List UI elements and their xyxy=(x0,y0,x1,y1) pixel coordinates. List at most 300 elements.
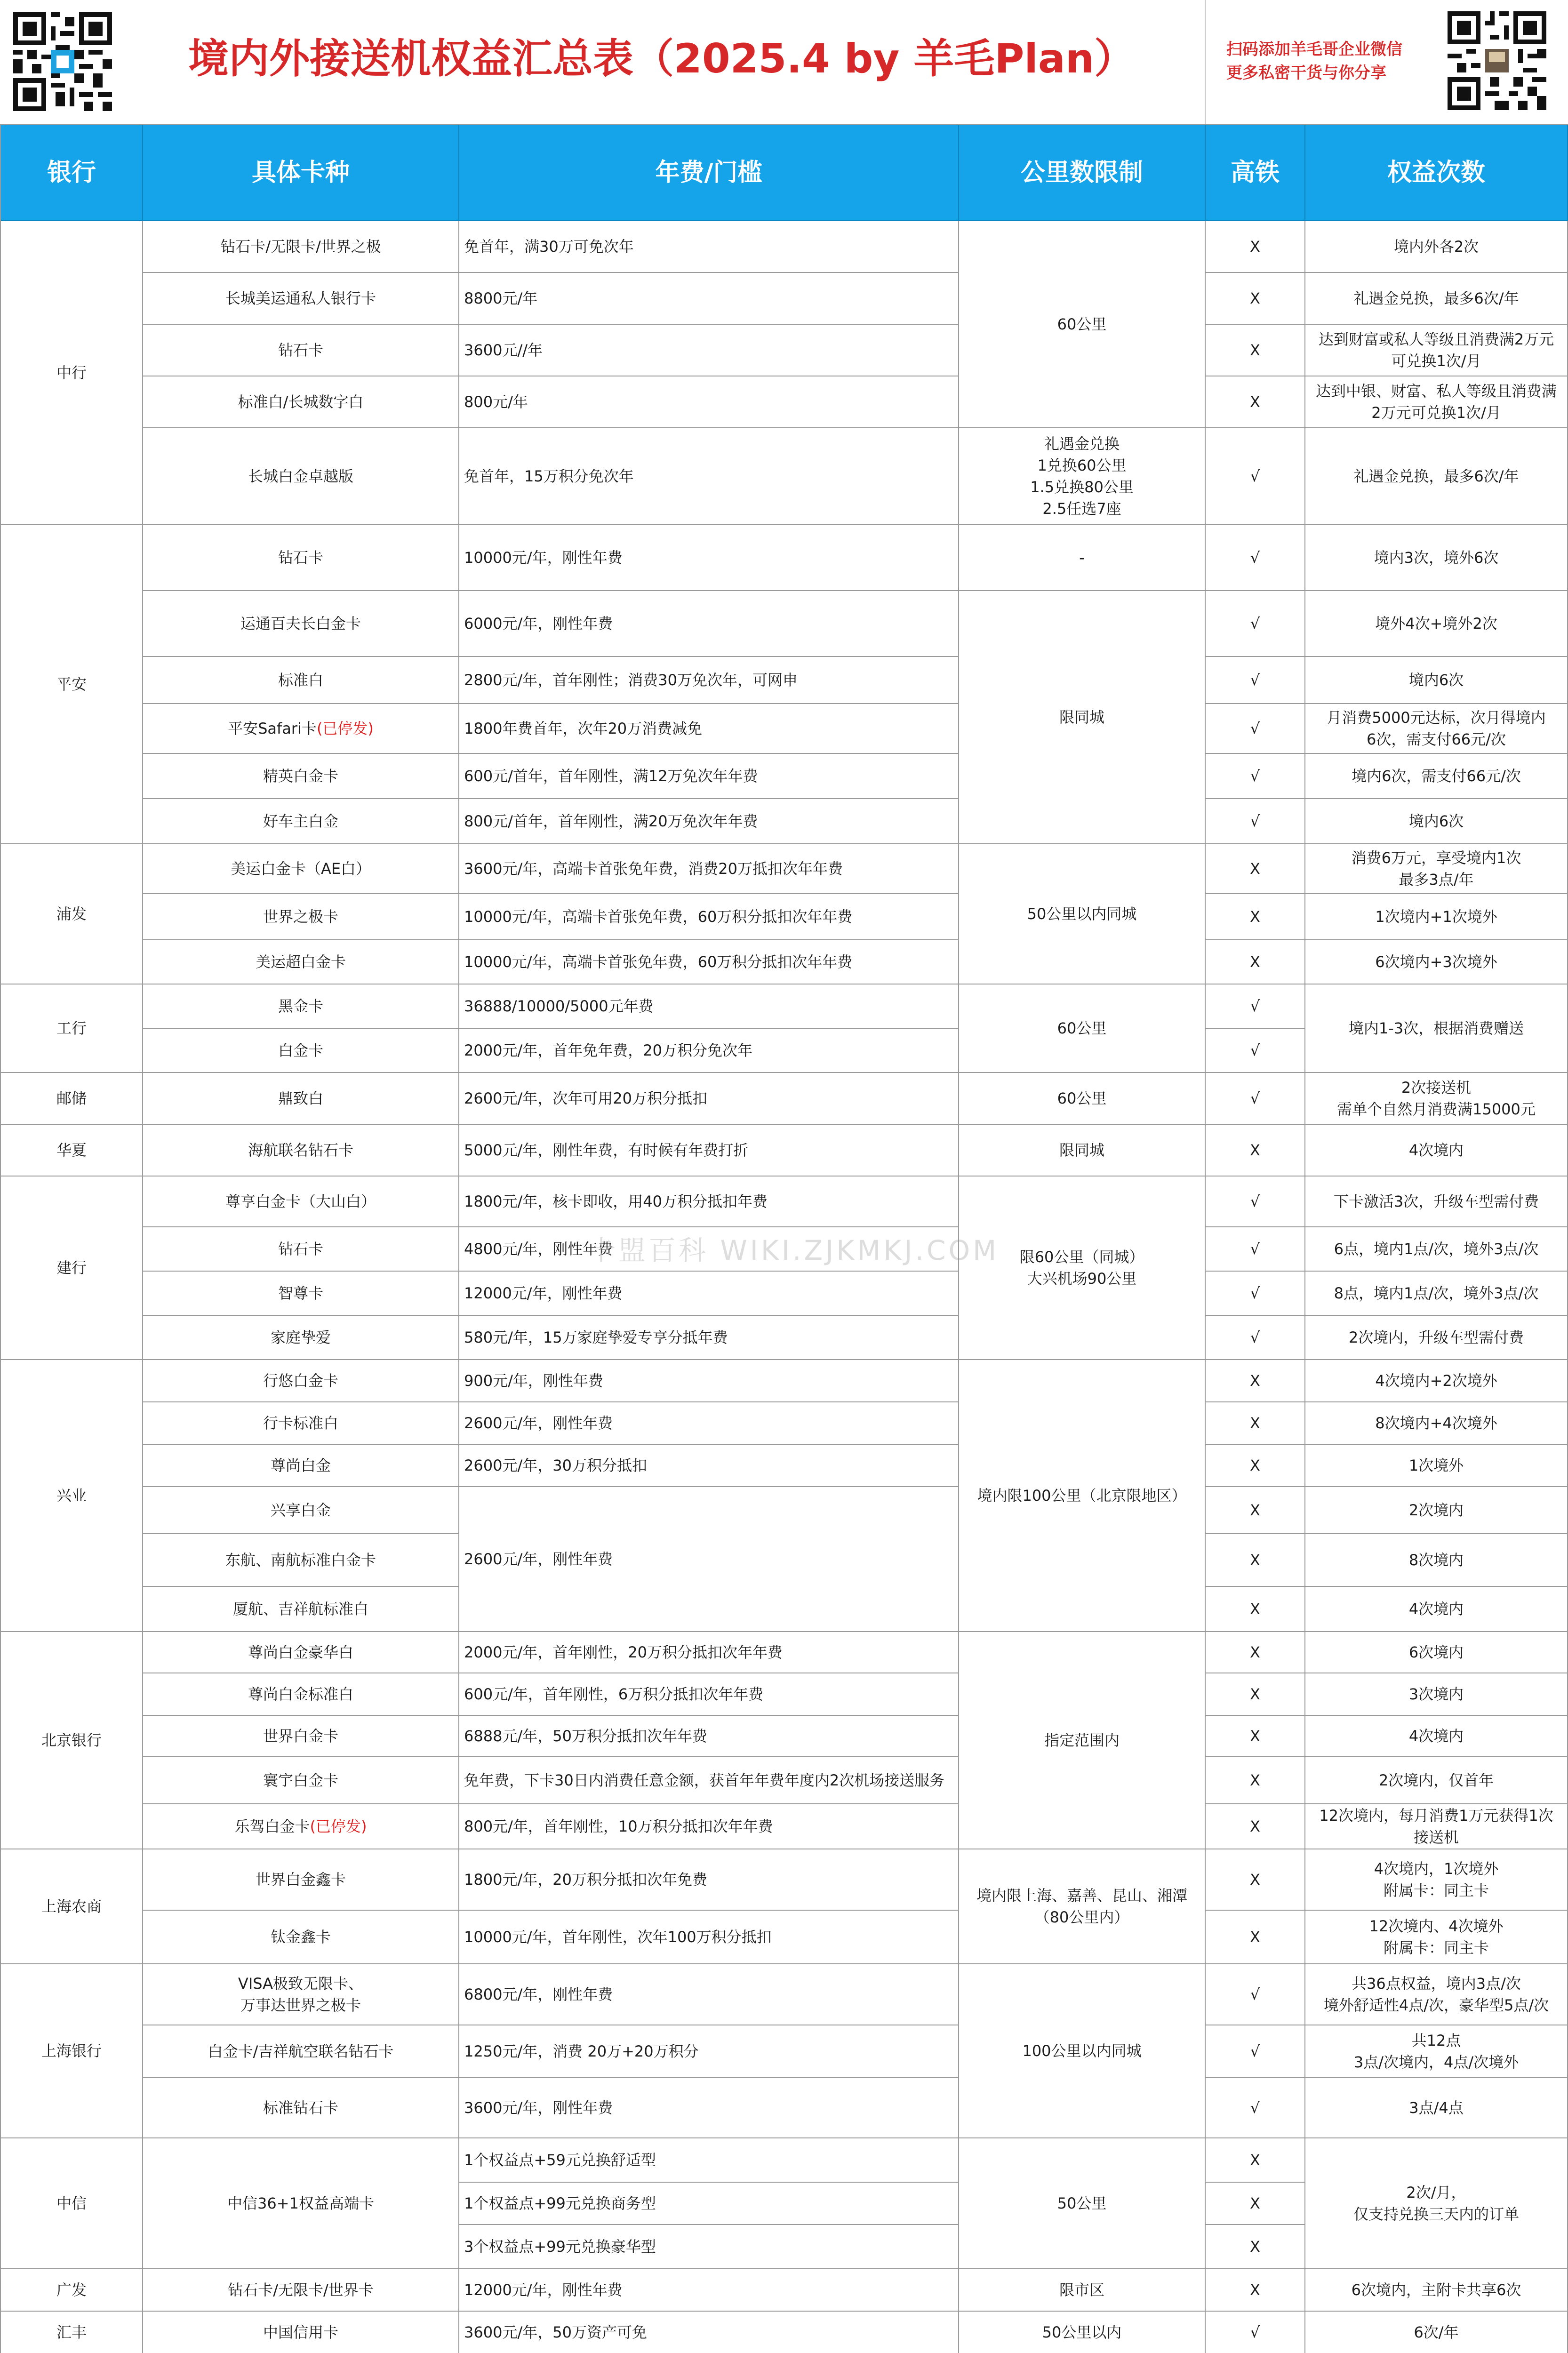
rail-cell xyxy=(1206,1632,1305,1673)
fee-cell-text: 6800元/年，刚性年费 xyxy=(464,1985,613,2003)
card-name-cell-text: 尊尚白金标准白 xyxy=(248,1685,353,1703)
card-name-cell-text: 钻石卡 xyxy=(278,341,323,359)
card-name-cell xyxy=(143,1632,459,1673)
rail-cell xyxy=(1206,754,1305,799)
benefit-cell xyxy=(1305,1757,1568,1804)
card-name-cell xyxy=(143,2269,459,2312)
benefit-cell-text: 消费6万元，享受境内1次 最多3点/年 xyxy=(1351,849,1521,888)
fee-cell xyxy=(459,1227,959,1272)
bank-name-cell-text: 浦发 xyxy=(56,905,87,923)
benefit-cell xyxy=(1305,2138,1568,2269)
card-name-cell-text: 东航、南航标准白金卡 xyxy=(225,1551,376,1569)
fee-cell-text: 2600元/年，刚性年费 xyxy=(464,1414,613,1432)
fee-cell xyxy=(459,1849,959,1911)
card-name-cell xyxy=(143,525,459,591)
distance-cell-text: 指定范围内 xyxy=(1044,1731,1120,1749)
card-name-cell xyxy=(143,1402,459,1445)
fee-cell xyxy=(459,894,959,940)
rail-cell-text: X xyxy=(1250,1871,1260,1889)
card-name-cell xyxy=(143,1673,459,1716)
card-name-cell-text: 尊尚白金豪华白 xyxy=(248,1643,353,1661)
fee-cell-text: 10000元/年，刚性年费 xyxy=(464,549,623,567)
benefit-cell xyxy=(1305,1125,1568,1176)
rail-cell-text: √ xyxy=(1250,1329,1260,1346)
card-name-cell-text: 行悠白金卡 xyxy=(263,1372,338,1390)
card-name-cell xyxy=(143,2312,459,2353)
card-name-cell-text: 标准钻石卡 xyxy=(263,2099,338,2117)
fee-cell-text: 900元/年，刚性年费 xyxy=(464,1372,603,1390)
distance-cell-text: 限市区 xyxy=(1059,2281,1104,2299)
benefit-cell-text: 境内6次 xyxy=(1408,671,1464,689)
distance-cell xyxy=(959,591,1206,844)
fee-cell xyxy=(459,1445,959,1487)
card-name-cell-text: VISA极致无限卡、 万事达世界之极卡 xyxy=(238,1975,364,2014)
benefit-cell xyxy=(1305,1272,1568,1316)
rail-cell-text: √ xyxy=(1250,1284,1260,1302)
benefit-cell xyxy=(1305,704,1568,754)
distance-cell xyxy=(959,844,1206,984)
fee-cell-text: 800元/年，首年刚性，10万积分抵扣次年年费 xyxy=(464,1817,773,1835)
rail-cell-text: X xyxy=(1250,1928,1260,1946)
rail-cell-text: √ xyxy=(1250,615,1260,632)
rail-cell-text: √ xyxy=(1250,997,1260,1015)
fee-cell-text: 免首年，满30万可免次年 xyxy=(464,238,634,256)
rail-cell xyxy=(1206,1911,1305,1964)
benefit-cell-text: 达到财富或私人等级且消费满2万元 可兑换1次/月 xyxy=(1318,330,1554,370)
distance-cell-text: 60公里 xyxy=(1057,1089,1107,1107)
rail-cell xyxy=(1206,376,1305,428)
fee-cell-text: 3600元//年 xyxy=(464,341,543,359)
benefit-cell-text: 境内6次，需支付66元/次 xyxy=(1352,767,1521,785)
card-name-cell-text: 尊享白金卡（大山白） xyxy=(225,1193,376,1210)
rail-cell xyxy=(1206,1402,1305,1445)
fee-cell-text: 12000元/年，刚性年费 xyxy=(464,1284,623,1302)
benefit-cell xyxy=(1305,1360,1568,1402)
benefit-cell-text: 境内6次 xyxy=(1408,812,1464,830)
card-name-cell xyxy=(143,1029,459,1073)
card-name-cell xyxy=(143,940,459,984)
fee-cell xyxy=(459,2312,959,2353)
bank-name-cell xyxy=(1,1632,143,1849)
fee-cell xyxy=(459,2025,959,2078)
benefit-cell-text: 下卡激活3次，升级车型需付费 xyxy=(1333,1193,1539,1210)
distance-cell xyxy=(959,1073,1206,1125)
benefit-cell-text: 6点，境内1点/次，境外3点/次 xyxy=(1334,1240,1539,1258)
benefit-cell-text: 12次境内，每月消费1万元获得1次 接送机 xyxy=(1319,1807,1553,1846)
distance-cell xyxy=(959,1849,1206,1964)
benefit-cell xyxy=(1305,940,1568,984)
fee-cell-text: 3600元/年，高端卡首张免年费，消费20万抵扣次年年费 xyxy=(464,860,843,878)
fee-cell xyxy=(459,273,959,325)
benefit-cell xyxy=(1305,325,1568,376)
card-name-cell xyxy=(143,1445,459,1487)
rail-cell xyxy=(1206,1272,1305,1316)
rail-cell-text: X xyxy=(1250,1551,1260,1569)
rail-cell-text: X xyxy=(1250,341,1260,359)
rail-cell-text: X xyxy=(1250,1372,1260,1390)
benefit-cell xyxy=(1305,1587,1568,1632)
benefit-cell xyxy=(1305,1176,1568,1227)
card-name-cell xyxy=(143,221,459,273)
card-name-cell-text: 智尊卡 xyxy=(278,1284,323,1302)
rail-cell-text: √ xyxy=(1250,1041,1260,1059)
fee-cell-text: 5000元/年，刚性年费，有时候有年费打折 xyxy=(464,1141,749,1159)
fee-cell xyxy=(459,2225,959,2269)
distance-cell xyxy=(959,984,1206,1073)
rail-cell xyxy=(1206,799,1305,844)
card-name-cell xyxy=(143,2138,459,2269)
fee-cell-text: 2000元/年，首年免年费，20万积分免次年 xyxy=(464,1041,752,1059)
bank-name-cell-text: 上海银行 xyxy=(41,2042,102,2060)
bank-name-cell-text: 中行 xyxy=(56,364,87,382)
card-name-cell-text: 厦航、吉祥航标准白 xyxy=(232,1600,368,1618)
bank-name-cell xyxy=(1,1073,143,1125)
benefit-cell-text: 4次境内+2次境外 xyxy=(1375,1372,1497,1390)
benefit-cell xyxy=(1305,844,1568,894)
fee-cell xyxy=(459,704,959,754)
fee-cell-text: 免年费，下卡30日内消费任意金额，获首年年费年度内2次机场接送服务 xyxy=(464,1771,945,1789)
fee-cell-text: 2600元/年，刚性年费 xyxy=(464,1550,613,1568)
fee-cell-text: 8800元/年 xyxy=(464,289,538,307)
card-name-cell xyxy=(143,325,459,376)
fee-cell-text: 3600元/年，刚性年费 xyxy=(464,2099,613,2117)
bank-name-cell xyxy=(1,2269,143,2312)
bank-name-cell xyxy=(1,2312,143,2353)
bank-name-cell-text: 建行 xyxy=(56,1259,87,1277)
card-name-cell-text: 运通百夫长白金卡 xyxy=(240,615,361,632)
card-name-cell-text: 中信36+1权益高端卡 xyxy=(227,2194,374,2212)
fee-cell xyxy=(459,1176,959,1227)
benefit-cell-text: 月消费5000元达标，次月得境内 6次，需支付66元/次 xyxy=(1327,709,1546,748)
col-header-bank xyxy=(1,125,143,221)
benefit-cell xyxy=(1305,657,1568,704)
card-name-cell-text: 长城美运通私人银行卡 xyxy=(225,289,376,307)
rail-cell-text: X xyxy=(1250,908,1260,926)
col-header-rail-text: 高铁 xyxy=(1230,159,1280,187)
benefit-cell-text: 达到中银、财富、私人等级且消费满 2万元可兑换1次/月 xyxy=(1315,382,1557,422)
benefit-cell-text: 2次接送机 需单个自然月消费满15000元 xyxy=(1337,1079,1536,1118)
fee-cell xyxy=(459,1402,959,1445)
benefit-cell-text: 3次境内 xyxy=(1408,1685,1464,1703)
benefit-cell xyxy=(1305,221,1568,273)
rail-cell xyxy=(1206,591,1305,657)
card-name-cell xyxy=(143,1487,459,1534)
rail-cell xyxy=(1206,2225,1305,2269)
rail-cell xyxy=(1206,1964,1305,2025)
card-name-cell-text: 行卡标准白 xyxy=(263,1414,338,1432)
card-name-cell-text: 兴享白金 xyxy=(270,1501,331,1519)
rail-cell xyxy=(1206,1587,1305,1632)
benefit-cell-text: 境内外各2次 xyxy=(1393,238,1479,256)
rail-cell xyxy=(1206,1073,1305,1125)
fee-cell-text: 1800元/年，核卡即收，用40万积分抵扣年费 xyxy=(464,1193,768,1210)
bank-name-cell-text: 平安 xyxy=(56,675,87,693)
distance-cell xyxy=(959,1176,1206,1360)
card-name-cell-text: 世界白金卡 xyxy=(263,1727,338,1745)
distance-cell-text: 限60公里（同城） 大兴机场90公里 xyxy=(1019,1248,1144,1288)
card-name-cell-text: 长城白金卓越版 xyxy=(248,467,353,485)
fee-cell-text: 2000元/年，首年刚性，20万积分抵扣次年年费 xyxy=(464,1643,783,1661)
rail-cell xyxy=(1206,221,1305,273)
fee-cell xyxy=(459,2269,959,2312)
card-name-cell-text: 钛金鑫卡 xyxy=(270,1928,331,1946)
rail-cell xyxy=(1206,1029,1305,1073)
bank-name-cell xyxy=(1,1176,143,1360)
fee-cell xyxy=(459,1757,959,1804)
col-header-benefit xyxy=(1305,125,1568,221)
rail-cell xyxy=(1206,1849,1305,1911)
benefit-cell-text: 6次境内，主附卡共享6次 xyxy=(1351,2281,1521,2299)
benefit-cell-text: 共12点 3点/次境内，4点/次境外 xyxy=(1353,2032,1519,2071)
benefit-cell-text: 12次境内、4次境外 附属卡：同主卡 xyxy=(1369,1917,1504,1957)
rail-cell-text: √ xyxy=(1250,1193,1260,1210)
card-name-cell xyxy=(143,376,459,428)
benefit-cell xyxy=(1305,984,1568,1073)
rail-cell-text: X xyxy=(1250,1600,1260,1618)
rail-cell-text: √ xyxy=(1250,2323,1260,2341)
col-header-distance xyxy=(959,125,1206,221)
rail-cell-text: X xyxy=(1250,1643,1260,1661)
col-header-distance-text: 公里数限制 xyxy=(1020,159,1143,187)
fee-cell xyxy=(459,657,959,704)
rail-cell xyxy=(1206,2183,1305,2225)
fee-cell-text: 10000元/年，高端卡首张免年费，60万积分抵扣次年年费 xyxy=(464,908,853,926)
rail-cell xyxy=(1206,1673,1305,1716)
fee-cell xyxy=(459,221,959,273)
qr-code-icon xyxy=(13,12,112,111)
benefit-cell-text: 2次境内，升级车型需付费 xyxy=(1348,1329,1524,1346)
fee-cell xyxy=(459,2138,959,2183)
distance-cell-text: 60公里 xyxy=(1057,1019,1107,1037)
benefit-cell xyxy=(1305,2078,1568,2138)
rail-cell xyxy=(1206,2269,1305,2312)
discontinued-note: (已停发) xyxy=(310,1817,367,1835)
fee-cell-text: 1800年费首年，次年20万消费减免 xyxy=(464,720,703,737)
col-header-bank-text: 银行 xyxy=(47,159,96,187)
benefit-cell-text: 1次境外 xyxy=(1408,1457,1464,1474)
distance-cell xyxy=(959,525,1206,591)
card-name-cell xyxy=(143,1227,459,1272)
rail-cell-text: X xyxy=(1250,2151,1260,2169)
rail-cell-text: X xyxy=(1250,1685,1260,1703)
distance-cell xyxy=(959,2269,1206,2312)
benefit-cell xyxy=(1305,525,1568,591)
card-name-cell xyxy=(143,1716,459,1757)
card-name-cell-text: 美运白金卡（AE白） xyxy=(230,860,371,878)
distance-cell xyxy=(959,1964,1206,2138)
benefit-cell xyxy=(1305,1073,1568,1125)
benefit-cell xyxy=(1305,1716,1568,1757)
benefit-cell xyxy=(1305,1673,1568,1716)
header-divider xyxy=(1205,0,1206,124)
benefit-cell xyxy=(1305,1487,1568,1534)
fee-cell-text: 10000元/年，高端卡首张免年费，60万积分抵扣次年年费 xyxy=(464,953,853,971)
wechat-qr-code-icon xyxy=(1448,11,1546,110)
rail-cell xyxy=(1206,428,1305,525)
rail-cell-text: X xyxy=(1250,238,1260,256)
rail-cell-text: √ xyxy=(1250,2099,1260,2117)
card-name-cell-text: 尊尚白金 xyxy=(270,1457,331,1474)
benefit-cell-text: 6次/年 xyxy=(1414,2323,1459,2341)
benefit-cell-text: 礼遇金兑换，最多6次/年 xyxy=(1353,289,1519,307)
benefit-cell xyxy=(1305,1445,1568,1487)
fee-cell-text: 600元/年，首年刚性，6万积分抵扣次年年费 xyxy=(464,1685,764,1703)
rail-cell xyxy=(1206,1487,1305,1534)
card-name-cell-text: 白金卡 xyxy=(278,1041,323,1059)
card-name-cell-text: 鼎致白 xyxy=(278,1089,323,1107)
rail-cell xyxy=(1206,1804,1305,1849)
rail-cell-text: √ xyxy=(1250,720,1260,737)
card-name-cell-text: 白金卡/吉祥航空联名钻石卡 xyxy=(208,2042,394,2060)
rail-cell-text: X xyxy=(1250,953,1260,971)
benefit-cell-text: 4次境内 xyxy=(1408,1600,1464,1618)
fee-cell xyxy=(459,1029,959,1073)
card-name-cell xyxy=(143,754,459,799)
distance-cell-text: 限同城 xyxy=(1059,708,1104,726)
benefit-cell-text: 3点/4点 xyxy=(1409,2099,1464,2117)
fee-cell-text: 3600元/年，50万资产可免 xyxy=(464,2323,647,2341)
card-name-cell-text: 美运超白金卡 xyxy=(255,953,346,971)
benefits-table xyxy=(0,124,1568,2353)
card-name-cell xyxy=(143,2025,459,2078)
bank-name-cell-text: 广发 xyxy=(56,2281,87,2299)
card-name-cell-text: 寰宇白金卡 xyxy=(263,1771,338,1789)
bank-name-cell xyxy=(1,1125,143,1176)
fee-cell xyxy=(459,1073,959,1125)
fee-cell xyxy=(459,2078,959,2138)
fee-cell xyxy=(459,591,959,657)
card-name-cell xyxy=(143,844,459,894)
fee-cell-text: 800元/首年，首年刚性，满20万免次年年费 xyxy=(464,812,758,830)
benefit-cell xyxy=(1305,1316,1568,1360)
rail-cell-text: √ xyxy=(1250,1240,1260,1258)
distance-cell-text: - xyxy=(1079,549,1085,567)
rail-cell-text: X xyxy=(1250,1501,1260,1519)
benefit-cell xyxy=(1305,1964,1568,2025)
rail-cell-text: √ xyxy=(1250,671,1260,689)
rail-cell xyxy=(1206,2025,1305,2078)
fee-cell xyxy=(459,984,959,1029)
benefit-cell-text: 境外4次+境外2次 xyxy=(1375,615,1497,632)
distance-cell-text: 境内限上海、嘉善、昆山、湘潭 （80公里内） xyxy=(976,1887,1187,1926)
col-header-benefit-text: 权益次数 xyxy=(1387,159,1485,187)
card-name-cell xyxy=(143,1804,459,1849)
benefit-cell-text: 2次/月， 仅支持兑换三天内的订单 xyxy=(1353,2184,1519,2223)
distance-cell-text: 60公里 xyxy=(1057,315,1107,333)
card-name-cell-text: 黑金卡 xyxy=(278,997,323,1015)
card-name-cell xyxy=(143,1534,459,1587)
rail-cell xyxy=(1206,1227,1305,1272)
col-header-fee-text: 年费/门槛 xyxy=(655,159,762,187)
rail-cell xyxy=(1206,844,1305,894)
rail-cell xyxy=(1206,657,1305,704)
benefit-cell xyxy=(1305,894,1568,940)
bank-name-cell xyxy=(1,1360,143,1632)
fee-cell xyxy=(459,940,959,984)
distance-cell xyxy=(959,1632,1206,1849)
benefit-cell-text: 礼遇金兑换，最多6次/年 xyxy=(1353,467,1519,485)
benefit-cell xyxy=(1305,754,1568,799)
watermark: 卡盟百科 WIKI.ZJKMKJ.COM xyxy=(588,1234,1000,1266)
card-name-cell xyxy=(143,799,459,844)
fee-cell xyxy=(459,1272,959,1316)
fee-cell-text: 600元/首年，首年刚性，满12万免次年年费 xyxy=(464,767,758,785)
benefit-cell xyxy=(1305,1402,1568,1445)
fee-cell xyxy=(459,1316,959,1360)
benefit-cell xyxy=(1305,1632,1568,1673)
rail-cell xyxy=(1206,1316,1305,1360)
benefit-cell xyxy=(1305,1227,1568,1272)
benefit-cell xyxy=(1305,1849,1568,1911)
rail-cell xyxy=(1206,1176,1305,1227)
benefit-cell-text: 1次境内+1次境外 xyxy=(1375,908,1497,926)
fee-cell-text: 1个权益点+59元兑换舒适型 xyxy=(464,2151,656,2169)
rail-cell-text: √ xyxy=(1250,767,1260,785)
card-name-cell-text: 世界之极卡 xyxy=(263,908,338,926)
bank-name-cell-text: 华夏 xyxy=(56,1141,87,1159)
fee-cell xyxy=(459,1804,959,1849)
fee-cell xyxy=(459,1911,959,1964)
bank-name-cell xyxy=(1,221,143,525)
rail-cell-text: X xyxy=(1250,1414,1260,1432)
card-name-cell xyxy=(143,984,459,1029)
col-header-fee xyxy=(459,125,959,221)
rail-cell xyxy=(1206,1757,1305,1804)
fee-cell-text: 1个权益点+99元兑换商务型 xyxy=(464,2194,656,2212)
card-name-cell-text: 精英白金卡 xyxy=(263,767,338,785)
card-name-cell-text: 标准白 xyxy=(278,671,323,689)
fee-cell xyxy=(459,1487,959,1632)
card-name-cell xyxy=(143,273,459,325)
fee-cell-text: 2800元/年，首年刚性；消费30万免次年，可网申 xyxy=(464,671,798,689)
bank-name-cell-text: 工行 xyxy=(56,1019,87,1037)
rail-cell-text: √ xyxy=(1250,549,1260,567)
card-name-cell xyxy=(143,1176,459,1227)
rail-cell xyxy=(1206,1534,1305,1587)
fee-cell-text: 3个权益点+99元兑换豪华型 xyxy=(464,2238,656,2256)
fee-cell xyxy=(459,525,959,591)
rail-cell xyxy=(1206,1360,1305,1402)
rail-cell-text: X xyxy=(1250,2238,1260,2256)
benefit-cell xyxy=(1305,1534,1568,1587)
promo-text-line1: 扫码添加羊毛哥企业微信 xyxy=(1226,40,1402,59)
benefit-cell xyxy=(1305,273,1568,325)
rail-cell-text: X xyxy=(1250,289,1260,307)
bank-name-cell-text: 北京银行 xyxy=(41,1731,102,1749)
fee-cell-text: 1800元/年，20万积分抵扣次年免费 xyxy=(464,1871,707,1889)
distance-cell-text: 50公里 xyxy=(1057,2194,1107,2212)
bank-name-cell-text: 汇丰 xyxy=(56,2323,87,2341)
distance-cell-text: 50公里以内 xyxy=(1042,2323,1122,2341)
benefit-cell xyxy=(1305,2312,1568,2353)
card-name-cell xyxy=(143,704,459,754)
rail-cell-text: X xyxy=(1250,1141,1260,1159)
bank-name-cell-text: 兴业 xyxy=(56,1487,87,1505)
fee-cell-text: 4800元/年，刚性年费 xyxy=(464,1240,613,1258)
fee-cell xyxy=(459,1125,959,1176)
card-name-cell-text: 海航联名钻石卡 xyxy=(248,1141,353,1159)
rail-cell xyxy=(1206,2078,1305,2138)
rail-cell-text: X xyxy=(1250,2281,1260,2299)
distance-cell xyxy=(959,428,1206,525)
fee-cell-text: 免首年，15万积分免次年 xyxy=(464,467,634,485)
card-name-cell xyxy=(143,1316,459,1360)
distance-cell-text: 50公里以内同城 xyxy=(1027,905,1137,923)
fee-cell-text: 12000元/年，刚性年费 xyxy=(464,2281,623,2299)
fee-cell xyxy=(459,1716,959,1757)
card-name-cell-text: 钻石卡 xyxy=(278,549,323,567)
rail-cell-text: √ xyxy=(1250,467,1260,485)
